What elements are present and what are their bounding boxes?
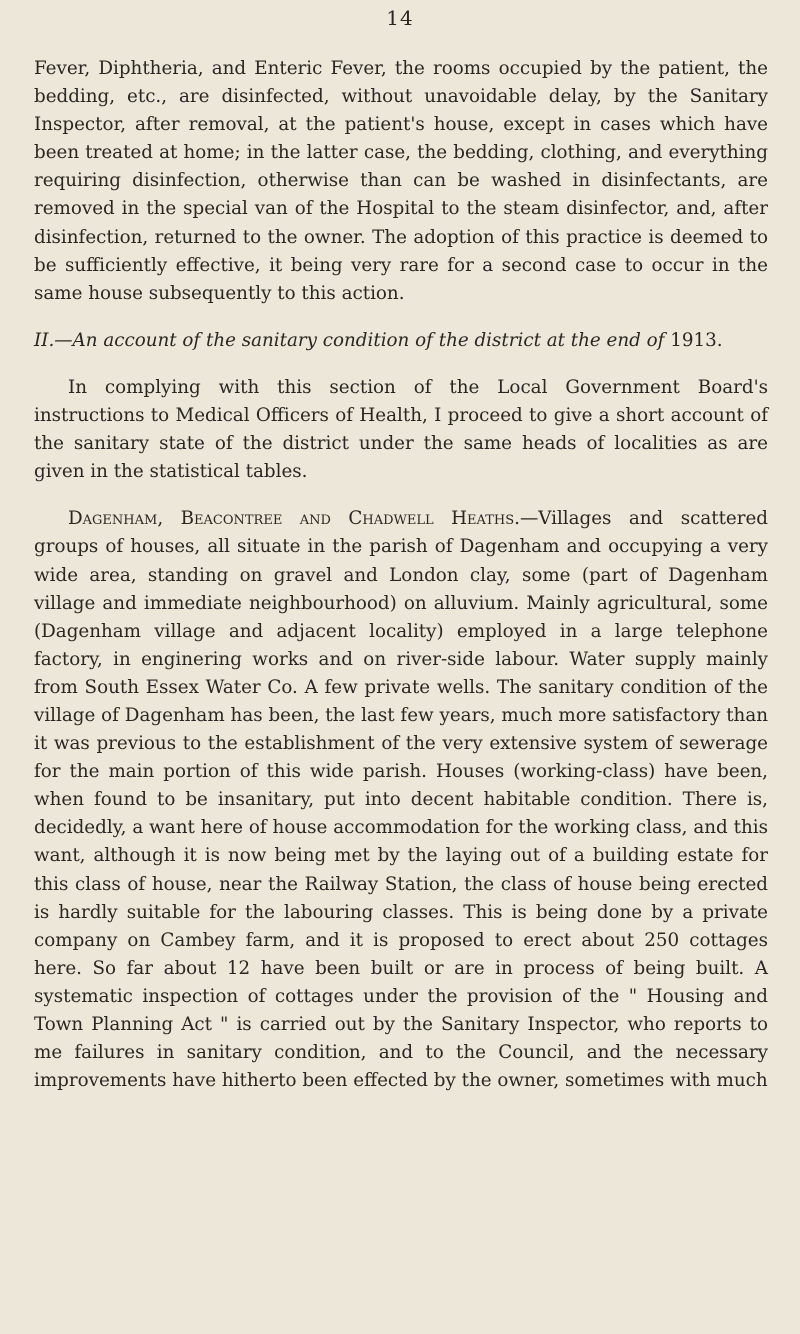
- page-number: 14: [386, 6, 414, 30]
- section-heading: [34, 327, 768, 355]
- paragraph-dagenham: [34, 505, 768, 1095]
- section-title: —An account of the sanitary condition of the district at the end of: [54, 329, 665, 351]
- body-text: [34, 55, 768, 1095]
- section-numeral: II.: [34, 329, 55, 351]
- paragraph-disinfection: Fever, Diphtheria, and Enteric Fever, the rooms occupied by the patient, the bedding, etc., are disinfected, without unavoidable delay, by the Sanitary Inspector, after removal, at the patient's house, except in cases which have been treated at home; in the latter case, the bedding, clothing, and everything requiring disinfection, otherwise than can be washed in disinfectants, are removed in the special van of the Hospital to the steam disinfector, and, after disinfection, returned to the owner. The adoption of this practice is deemed to be sufficiently effective, it being very rare for a second case to occur in the same house subsequently to this action.: [34, 58, 768, 304]
- paragraph-instructions: In complying with this section of the Local Government Board's instructions to Medical Officers of Health, I proceed to give a short account of the sanitary state of the district under the same heads of localities as are given in the statistical tables.: [34, 376, 768, 483]
- section-year: 1913.: [664, 329, 723, 351]
- paragraph-dagenham-body: —Villages and scattered groups of houses, all situate in the parish of Dagenham and occupying a very wide area, standing on gravel and London clay, some (part of Dagenham village and immediate neighbourhood) on alluvium. Mainly agricultural, some (Dagenham village and adjacent locality) employed in a large telephone factory, in enginering works and on river-side labour. Water supply mainly from South Essex Water Co. A few private wells. The sanitary condition of the village of Dagenham has been, the last few years, much more satisfactory than it was previous to the establishment of the very extensive system of sewerage for the main portion of this wide parish. Houses (working-class) have been, when found to be insanitary, put into decent habitable condition. There is, decidedly, a want here of house accommodation for the working class, and this want, although it is now being met by the laying out of a building estate for this class of house, near the Railway Station, the class of house being erected is hardly suitable for the labouring classes. This is being done by a private company on Cambey farm, and it is proposed to erect about 250 cottages here. So far about 12 have been built or are in process of being built. A systematic inspection of cottages under the provision of the " Housing and Town Planning Act " is carried out by the Sanitary Inspector, who reports to me failures in sanitary condition, and to the Council, and the necessary improvements have hitherto been effected by the owner, sometimes with much: [34, 508, 769, 1092]
- paragraph-dagenham-heading: Dagenham, Beacontree and Chadwell Heaths.: [68, 508, 520, 530]
